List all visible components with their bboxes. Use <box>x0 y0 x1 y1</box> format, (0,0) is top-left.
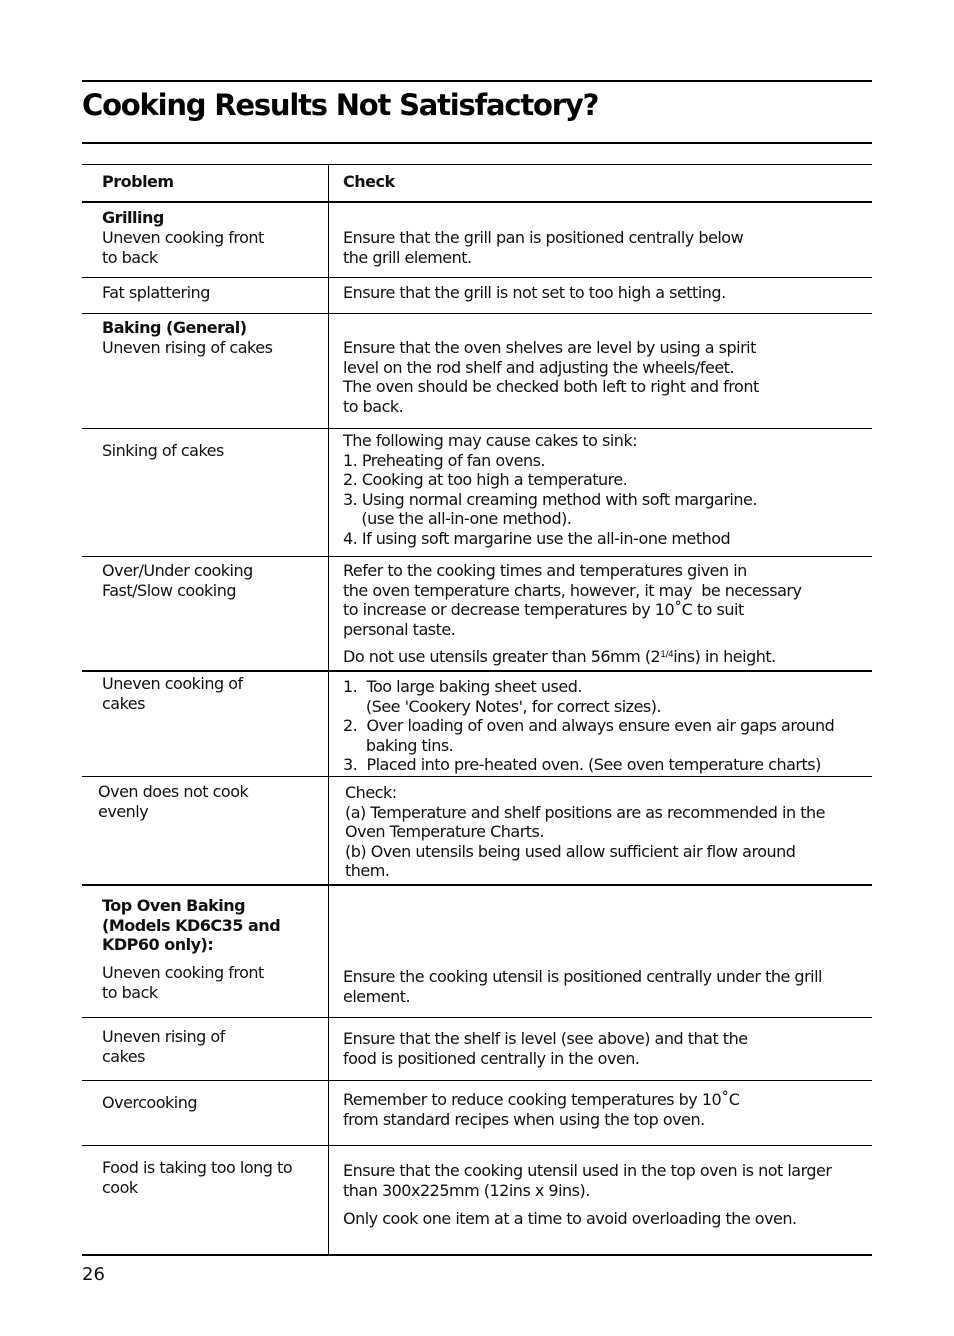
row-divider <box>82 884 872 886</box>
problem-cell: Uneven cooking front to back <box>102 963 264 1002</box>
row-divider <box>82 313 872 314</box>
section-heading: Top Oven Baking (Models KD6C35 and KDP60 only): <box>102 896 281 955</box>
check-cell: 1. Too large baking sheet used. (See 'Cookery Notes', for correct sizes). 2. Over loading of oven and always ensure even air gaps around baking tins. 3. Placed into pre-heated oven. (See oven temperature charts) <box>343 677 835 775</box>
row-divider <box>82 1017 872 1018</box>
check-cell: Ensure that the cooking utensil used in the top oven is not larger than 300x225mm (12ins x 9ins). <box>343 1161 832 1200</box>
problem-cell: Oven does not cook evenly <box>98 782 249 821</box>
check-cell: Ensure the cooking utensil is positioned centrally under the grill element. <box>343 967 822 1006</box>
table-bottom-border <box>82 1254 872 1256</box>
column-divider <box>328 164 329 1254</box>
check-cell-note: Do not use utensils greater than 56mm $(2^{1/4}ins)$ in height. <box>343 647 776 666</box>
row-divider <box>82 277 872 278</box>
header-border <box>82 201 872 203</box>
page-title: Cooking Results Not Satisfactory? <box>82 88 599 122</box>
row-divider <box>82 1080 872 1081</box>
check-cell: Ensure that the grill pan is positioned centrally below the grill element. <box>343 228 744 267</box>
section-heading: Baking (General) <box>102 318 247 337</box>
problem-cell: Food is taking too long to cook <box>102 1158 293 1197</box>
check-cell: Ensure that the grill is not set to too high a setting. <box>343 283 726 302</box>
problem-cell: Sinking of cakes <box>102 441 224 460</box>
check-cell: Check: (a) Temperature and shelf positions are as recommended in the Oven Temperature Charts. (b) Oven utensils being used allow sufficient air flow around them. <box>345 783 825 881</box>
problem-cell: Uneven rising of cakes <box>102 1027 225 1066</box>
top-rule <box>82 80 872 82</box>
row-divider <box>82 1145 872 1146</box>
problem-cell: Uneven cooking of cakes <box>102 674 243 713</box>
section-heading: Grilling <box>102 208 164 227</box>
check-cell: Remember to reduce cooking temperatures by 10˚C from standard recipes when using the top oven. <box>343 1090 740 1129</box>
problem-cell: Overcooking <box>102 1093 198 1112</box>
header-problem: Problem <box>102 172 174 191</box>
page-number: 26 <box>82 1264 105 1285</box>
check-cell: Ensure that the oven shelves are level by using a spirit level on the rod shelf and adjusting the wheels/feet. The oven should be checked both left to right and front to back. <box>343 338 759 416</box>
problem-cell: Uneven rising of cakes <box>102 338 273 357</box>
problem-cell: Uneven cooking front to back <box>102 228 264 267</box>
check-cell-note: Only cook one item at a time to avoid overloading the oven. <box>343 1209 797 1228</box>
header-check: Check <box>343 172 395 191</box>
row-divider <box>82 670 872 672</box>
check-cell: Refer to the cooking times and temperatures given in the oven temperature charts, however, it may be necessary to increase or decrease temperatures by 10˚C to suit personal taste. <box>343 561 802 639</box>
problem-cell: Fat splattering <box>102 283 210 302</box>
table-top-border <box>82 164 872 165</box>
row-divider <box>82 776 872 777</box>
title-underline <box>82 142 872 144</box>
check-cell: Ensure that the shelf is level (see above) and that the food is positioned centrally in the oven. <box>343 1029 748 1068</box>
fraction: 1/4 <box>660 650 674 660</box>
problem-cell: Over/Under cooking Fast/Slow cooking <box>102 561 253 600</box>
row-divider <box>82 428 872 429</box>
check-cell: The following may cause cakes to sink: 1. Preheating of fan ovens. 2. Cooking at too high a temperature. 3. Using normal creaming method with soft margarine. (use the all-in-one method). 4. If using soft margarine use the all-in-one method <box>343 431 757 548</box>
row-divider <box>82 556 872 557</box>
